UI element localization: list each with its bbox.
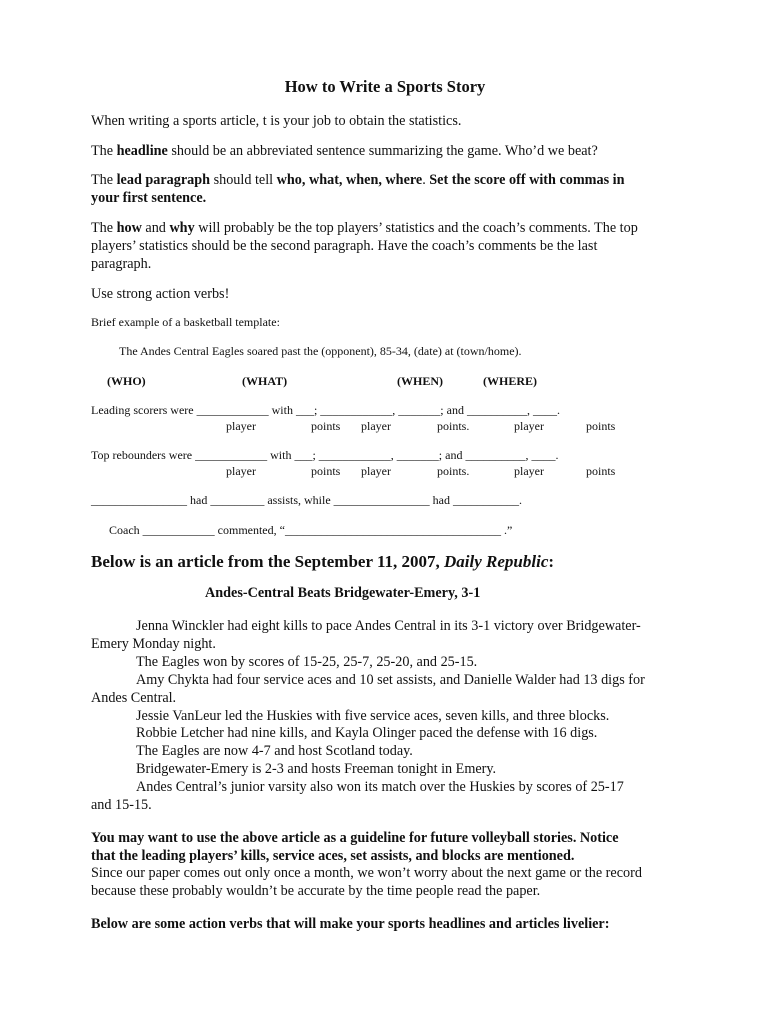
rebounders-label-points-2: points. bbox=[437, 464, 470, 478]
rebounders-label-points-3: points bbox=[586, 464, 616, 478]
article-line: Amy Chykta had four service aces and 10 set assists, and Danielle Walder had 13 digs for bbox=[136, 672, 645, 688]
assists-line: ________________ had _________ assists, while ________________ had ___________. bbox=[91, 493, 522, 507]
action-verbs-tip: Use strong action verbs! bbox=[91, 286, 230, 302]
page-title: How to Write a Sports Story bbox=[284, 77, 486, 96]
article-line: Robbie Letcher had nine kills, and Kayla Olinger paced the defense with 16 digs. bbox=[136, 725, 598, 741]
article-line: Andes Central’s junior varsity also won its match over the Huskies by scores of 25-17 bbox=[136, 779, 624, 795]
template-sample-sentence: The Andes Central Eagles soared past the (opponent), 85-34, (date) at (town/home). bbox=[119, 344, 522, 358]
scorers-label-points-3: points bbox=[586, 419, 616, 433]
guideline-line-2: that the leading players’ kills, service aces, set assists, and blocks are mentioned. bbox=[91, 848, 575, 864]
scorers-label-player-2: player bbox=[361, 419, 391, 433]
scorers-label-points-1: points bbox=[311, 419, 341, 433]
lead-paragraph-line-1: The lead paragraph should tell who, what, when, where. Set the score off with commas in bbox=[91, 172, 625, 188]
how-paragraph-line-2: players’ statistics should be the second paragraph. Have the coach’s comments be the last bbox=[91, 238, 598, 254]
scorers-label-player-1: player bbox=[226, 419, 256, 433]
label-where: (WHERE) bbox=[483, 374, 537, 388]
label-what: (WHAT) bbox=[242, 374, 288, 388]
article-section-heading: Below is an article from the September 11, 2007, Daily Republic: bbox=[91, 552, 555, 571]
article-line: Emery Monday night. bbox=[91, 636, 216, 652]
rebounders-label-player-2: player bbox=[361, 464, 391, 478]
scorers-label-points-2: points. bbox=[437, 419, 470, 433]
rebounders-label-points-1: points bbox=[311, 464, 341, 478]
article-line: Jenna Winckler had eight kills to pace Andes Central in its 3-1 victory over Bridgewater- bbox=[136, 618, 641, 634]
guideline-line-4: because these probably wouldn’t be accurate by the time people read the paper. bbox=[91, 883, 541, 899]
article-title: Andes-Central Beats Bridgewater-Emery, 3-1 bbox=[205, 585, 481, 601]
how-paragraph-line-3: paragraph. bbox=[91, 256, 152, 272]
leading-scorers-line: Leading scorers were ____________ with ___; ____________, _______; and __________, ____. bbox=[91, 403, 560, 417]
rebounders-label-player-1: player bbox=[226, 464, 256, 478]
article-line: Andes Central. bbox=[91, 690, 177, 706]
article-line: Bridgewater-Emery is 2-3 and hosts Freeman tonight in Emery. bbox=[136, 761, 497, 777]
headline-paragraph: The headline should be an abbreviated sentence summarizing the game. Who’d we beat? bbox=[91, 143, 598, 159]
top-rebounders-line: Top rebounders were ____________ with ___; ____________, _______; and __________, ____. bbox=[91, 448, 559, 462]
rebounders-label-player-3: player bbox=[514, 464, 544, 478]
scorers-label-player-3: player bbox=[514, 419, 544, 433]
lead-paragraph-line-2: your first sentence. bbox=[91, 190, 207, 206]
coach-comment-line: Coach ____________ commented, “____________________________________ .” bbox=[109, 523, 513, 537]
article-line: The Eagles are now 4-7 and host Scotland today. bbox=[136, 743, 413, 759]
label-who: (WHO) bbox=[107, 374, 146, 388]
article-line: The Eagles won by scores of 15-25, 25-7, 25-20, and 25-15. bbox=[136, 654, 478, 670]
intro-text: When writing a sports article, t is your job to obtain the statistics. bbox=[91, 113, 462, 129]
label-when: (WHEN) bbox=[397, 374, 443, 388]
guideline-line-3: Since our paper comes out only once a month, we won’t worry about the next game or the record bbox=[91, 865, 642, 881]
how-paragraph-line-1: The how and why will probably be the top players’ statistics and the coach’s comments. The top bbox=[91, 220, 638, 236]
template-heading: Brief example of a basketball template: bbox=[91, 315, 280, 329]
guideline-line-1: You may want to use the above article as a guideline for future volleyball stories. Notice bbox=[91, 830, 619, 846]
action-verbs-heading: Below are some action verbs that will make your sports headlines and articles livelier: bbox=[91, 916, 610, 932]
article-line: and 15-15. bbox=[91, 797, 152, 813]
article-line: Jessie VanLeur led the Huskies with five service aces, seven kills, and three blocks. bbox=[136, 708, 610, 724]
